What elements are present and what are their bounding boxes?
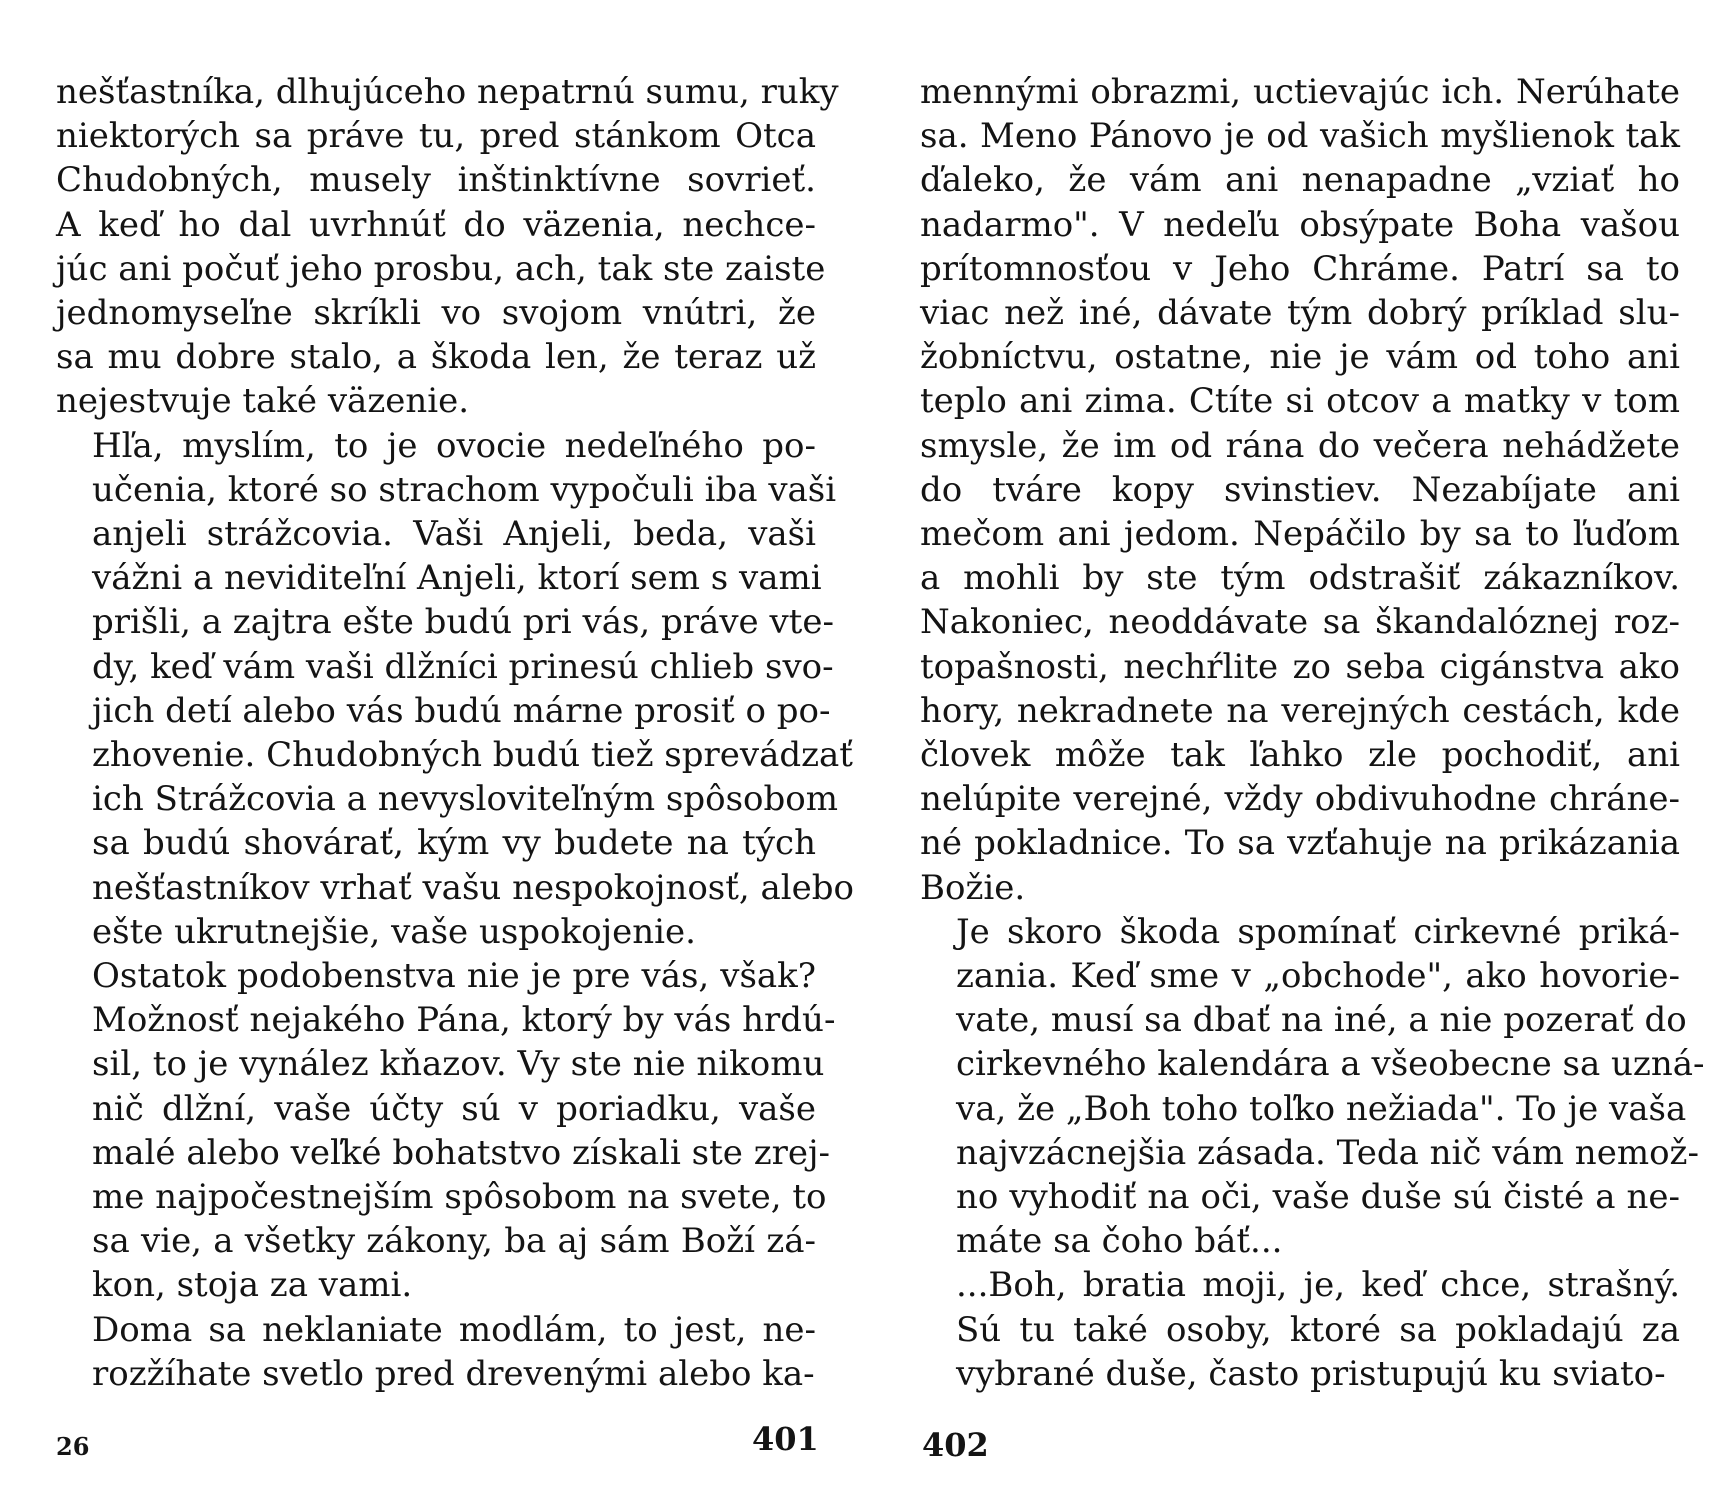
text-line: zhovenie. Chudobných budú tiež sprevádzať xyxy=(92,735,853,776)
paragraph xyxy=(920,70,1680,910)
text-line: vážni a neviditeľní Anjeli, ktorí sem s vami xyxy=(92,558,822,599)
paragraph xyxy=(56,70,839,424)
text-line: sa mu dobre stalo, a škoda len, že teraz už xyxy=(56,337,816,378)
text-line: nejestvuje také väzenie. xyxy=(56,381,470,422)
text-line: Chudobných, musely inštinktívne sovrieť. xyxy=(56,160,816,201)
text-line: malé alebo veľké bohatstvo získali ste zrej- xyxy=(92,1132,831,1173)
text-line: ešte ukrutnejšie, vaše uspokojenie. xyxy=(92,911,696,952)
paragraph xyxy=(56,954,836,1308)
text-line: mečom ani jedom. Nepáčilo by sa to ľuďom xyxy=(920,514,1680,555)
right-page xyxy=(920,70,1705,1396)
text-line: ich Strážcovia a nevysloviteľným spôsobom xyxy=(92,779,838,820)
text-line: Sú tu také osoby, ktoré sa pokladajú za xyxy=(956,1309,1680,1350)
signature-mark: 26 xyxy=(56,1432,90,1461)
text-line: vate, musí sa dbať na iné, a nie pozerať do xyxy=(956,1000,1687,1041)
text-line: dy, keď vám vaši dlžníci prinesú chlieb svo- xyxy=(92,646,834,687)
text-line: učenia, ktoré so strachom vypočuli iba vaši xyxy=(92,469,837,510)
text-line: va, že „Boh toho toľko nežiada". To je vaša xyxy=(956,1088,1687,1129)
text-line: teplo ani zima. Ctíte si otcov a matky v tom xyxy=(920,381,1680,422)
text-line: me najpočestnejším spôsobom na svete, to xyxy=(92,1177,827,1218)
text-line: sa vie, a všetky zákony, ba aj sám Boží zá- xyxy=(92,1221,816,1262)
text-line: júc ani počuť jeho prosbu, ach, tak ste zaiste xyxy=(56,248,826,289)
text-line: Je skoro škoda spomínať cirkevné priká- xyxy=(956,911,1680,952)
text-line: žobníctvu, ostatne, nie je vám od toho ani xyxy=(920,337,1680,378)
text-line: no vyhodiť na oči, vaše duše sú čisté a ne- xyxy=(956,1177,1680,1218)
text-line: niektorých sa práve tu, pred stánkom Otca xyxy=(56,116,816,157)
text-line: Hľa, myslím, to je ovocie nedeľného po- xyxy=(92,425,816,466)
text-line: najvzácnejšia zásada. Teda nič vám nemož- xyxy=(956,1132,1699,1173)
text-line: prítomnosťou v Jeho Chráme. Patrí sa to xyxy=(920,248,1680,289)
text-line: né pokladnice. To sa vzťahuje na prikázania xyxy=(920,823,1680,864)
text-line: nešťastníkov vrhať vašu nespokojnosť, alebo xyxy=(92,867,855,908)
text-line: viac než iné, dávate tým dobrý príklad slu- xyxy=(920,293,1680,334)
text-line: nič dlžní, vaše účty sú v poriadku, vaše xyxy=(92,1088,816,1129)
text-line: človek môže tak ľahko zle pochodiť, ani xyxy=(920,735,1680,776)
text-line: kon, stoja za vami. xyxy=(92,1265,413,1306)
text-line: ...Boh, bratia moji, je, keď chce, strašný. xyxy=(956,1265,1680,1306)
text-line: Nakoniec, neoddávate sa škandalóznej roz- xyxy=(920,602,1680,643)
text-line: anjeli strážcovia. Vaši Anjeli, beda, vaši xyxy=(92,514,816,555)
text-line: máte sa čoho báť... xyxy=(956,1221,1283,1262)
text-line: ďaleko, že vám ani nenapadne „vziať ho xyxy=(920,160,1680,201)
text-line: sa. Meno Pánovo je od vašich myšlienok tak xyxy=(920,116,1680,157)
paragraph xyxy=(920,910,1705,1264)
page-number-left: 401 xyxy=(752,1420,819,1458)
text-line: Ostatok podobenstva nie je pre vás, však? xyxy=(92,956,816,997)
text-line: nelúpite verejné, vždy obdivuhodne chráne- xyxy=(920,779,1680,820)
text-line: prišli, a zajtra ešte budú pri vás, práve vte- xyxy=(92,602,834,643)
text-line: sil, to je vynález kňazov. Vy ste nie nikomu xyxy=(92,1044,825,1085)
text-line: hory, nekradnete na verejných cestách, kde xyxy=(920,690,1680,731)
text-line: zania. Keď sme v „obchode", ako hovorie- xyxy=(956,956,1680,997)
text-line: sa budú shovárať, kým vy budete na tých xyxy=(92,823,816,864)
left-page xyxy=(56,70,855,1396)
text-line: cirkevného kalendára a všeobecne sa uzná- xyxy=(956,1044,1705,1085)
text-line: nešťastníka, dlhujúceho nepatrnú sumu, ruky xyxy=(56,72,839,112)
text-line: a mohli by ste tým odstrašiť zákazníkov. xyxy=(920,558,1680,599)
text-line: Možnosť nejakého Pána, ktorý by vás hrdú- xyxy=(92,1000,836,1041)
text-line: topašnosti, nechŕlite zo seba cigánstva ako xyxy=(920,646,1680,687)
text-line: do tváre kopy svinstiev. Nezabíjate ani xyxy=(920,469,1680,510)
text-line: jich detí alebo vás budú márne prosiť o po- xyxy=(92,690,831,731)
text-line: Doma sa neklaniate modlám, to jest, ne- xyxy=(92,1309,816,1350)
paragraph xyxy=(56,424,855,954)
text-line: mennými obrazmi, uctievajúc ich. Nerúhate xyxy=(920,72,1680,112)
text-line: smysle, že im od rána do večera nehádžete xyxy=(920,425,1680,466)
paragraph xyxy=(56,1308,816,1396)
text-line: rozžíhate svetlo pred drevenými alebo ka- xyxy=(92,1353,815,1394)
text-line: jednomyseľne skríkli vo svojom vnútri, že xyxy=(56,293,816,334)
text-line: nadarmo". V nedeľu obsýpate Boha vašou xyxy=(920,204,1680,245)
page-number-right: 402 xyxy=(922,1426,989,1464)
text-line: vybrané duše, často pristupujú ku sviato- xyxy=(956,1353,1666,1394)
text-line: A keď ho dal uvrhnúť do väzenia, nechce- xyxy=(56,204,816,245)
paragraph xyxy=(920,1263,1680,1396)
text-line: Božie. xyxy=(920,867,1026,908)
